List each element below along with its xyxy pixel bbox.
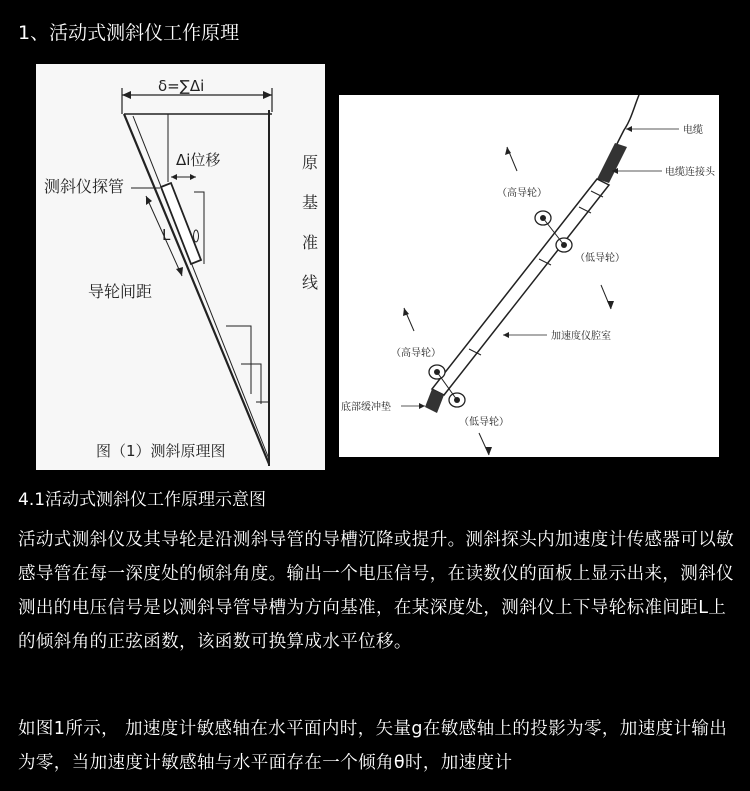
label-high-wheel-bottom: （高导轮） (391, 348, 441, 359)
delta-formula-label: δ=∑Δi (158, 77, 205, 95)
label-cable: 电缆 (683, 125, 703, 136)
label-low-wheel-top: （低导轮） (575, 253, 625, 264)
baseline-label-3: 准 (302, 233, 319, 252)
label-bottom-buffer: 底部缓冲垫 (341, 402, 391, 413)
baseline-label-2: 基 (302, 193, 319, 212)
delta-i-label: Δi位移 (176, 151, 221, 169)
section-heading: 1、活动式测斜仪工作原理 (18, 22, 240, 44)
figure1-caption: 图（1）测斜原理图 (96, 442, 226, 460)
paragraph-figure1-explanation: 如图1所示， 加速度计敏感轴在水平面内时，矢量g在敏感轴上的投影为零，加速度计输出为零，当加速度计敏感轴与水平面存在一个倾角θ时，加速度计 (18, 719, 728, 773)
label-cable-connector: 电缆连接头 (665, 167, 715, 178)
figure-caption: 4.1活动式测斜仪工作原理示意图 (18, 490, 267, 510)
figure-inclinometer-principle (36, 64, 325, 470)
label-low-wheel-bottom: （低导轮） (459, 417, 509, 428)
figure-probe-structure (339, 95, 719, 457)
paragraph-principle: 活动式测斜仪及其导轮是沿测斜导管的导槽沉降或提升。测斜探头内加速度计传感器可以敏感导管在每一深度处的倾斜角度。输出一个电压信号，在读数仪的面板上显示出来，测斜仪测出的电压信号是以测斜导管导槽为方向基准，在某深度处，测斜仪上下导轮标准间距L上的倾斜角的正弦函数，该函数可换算成水平位移。 (18, 530, 734, 652)
baseline-label-1: 原 (302, 153, 319, 172)
label-accel-chamber: 加速度仪腔室 (551, 331, 611, 342)
baseline-label-4: 线 (302, 273, 319, 292)
l-spacing-label: L (162, 226, 171, 244)
probe-label: 测斜仪探管 (44, 177, 125, 196)
label-high-wheel-top: （高导轮） (497, 188, 547, 199)
wheel-spacing-label: 导轮间距 (88, 282, 153, 301)
